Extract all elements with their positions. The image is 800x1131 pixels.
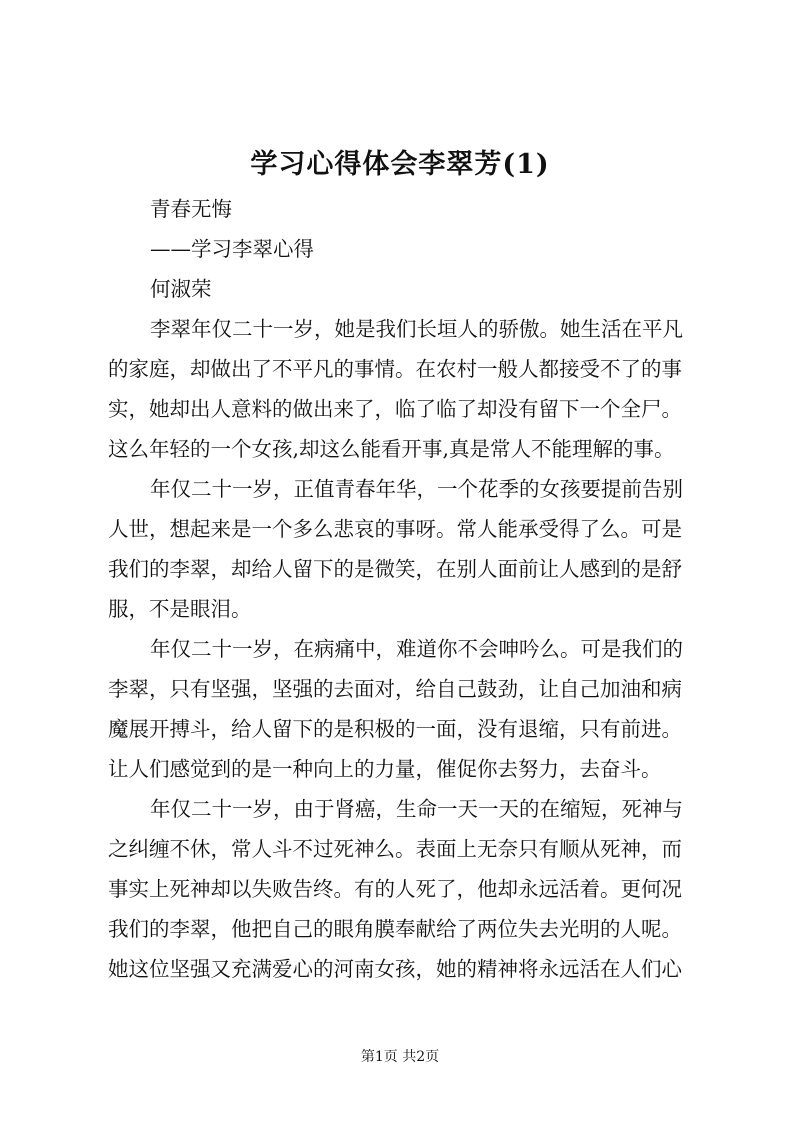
document-title: 学习心得体会李翠芳(1) [250, 149, 550, 180]
paragraph-line: 年仅二十一岁，正值青春年华，一个花季的女孩要提前告别 [150, 477, 683, 501]
paragraph-line: 之纠缠不休，常人斗不过死神么。表面上无奈只有顺从死神，而 [108, 837, 682, 861]
paragraph-line: 让人们感觉到的是一种向上的力量，催促你去努力，去奋斗。 [108, 757, 662, 781]
paragraph-line: 年仅二十一岁，在病痛中，难道你不会呻吟么。可是我们的 [150, 637, 683, 661]
paragraph-line: 人世，想起来是一个多么悲哀的事呀。常人能承受得了么。可是 [108, 517, 682, 541]
paragraph-line: 这么年轻的一个女孩,却这么能看开事,真是常人不能理解的事。 [108, 437, 675, 461]
paragraph-line: 实，她却出人意料的做出来了，临了临了却没有留下一个全尸。 [108, 397, 682, 421]
paragraph-line: 李翠，只有坚强，坚强的去面对，给自己鼓劲，让自己加油和病 [108, 677, 682, 701]
paragraph-line: 年仅二十一岁，由于肾癌，生命一天一天的在缩短，死神与 [150, 797, 683, 821]
paragraph-line: 服，不是眼泪。 [108, 597, 252, 621]
subtitle-line: ——学习李翠心得 [150, 237, 314, 261]
paragraph-line: 事实上死神却以失败告终。有的人死了，他却永远活着。更何况 [108, 877, 682, 901]
paragraph-line: 我们的李翠，却给人留下的是微笑，在别人面前让人感到的是舒 [108, 557, 682, 581]
page-footer: 第1页 共2页 [360, 1049, 440, 1065]
paragraph-line: 的家庭，却做出了不平凡的事情。在农村一般人都接受不了的事 [108, 357, 682, 381]
paragraph-line: 魔展开搏斗，给人留下的是积极的一面，没有退缩，只有前进。 [108, 717, 682, 741]
paragraph-line: 我们的李翠，他把自己的眼角膜奉献给了两位失去光明的人呢。 [108, 917, 682, 941]
author-line: 何淑荣 [150, 277, 212, 301]
paragraph-line: 她这位坚强又充满爱心的河南女孩，她的精神将永远活在人们心 [108, 957, 682, 981]
paragraph-line: 李翠年仅二十一岁，她是我们长垣人的骄傲。她生活在平凡 [150, 317, 683, 341]
subtitle-line: 青春无悔 [150, 197, 232, 221]
